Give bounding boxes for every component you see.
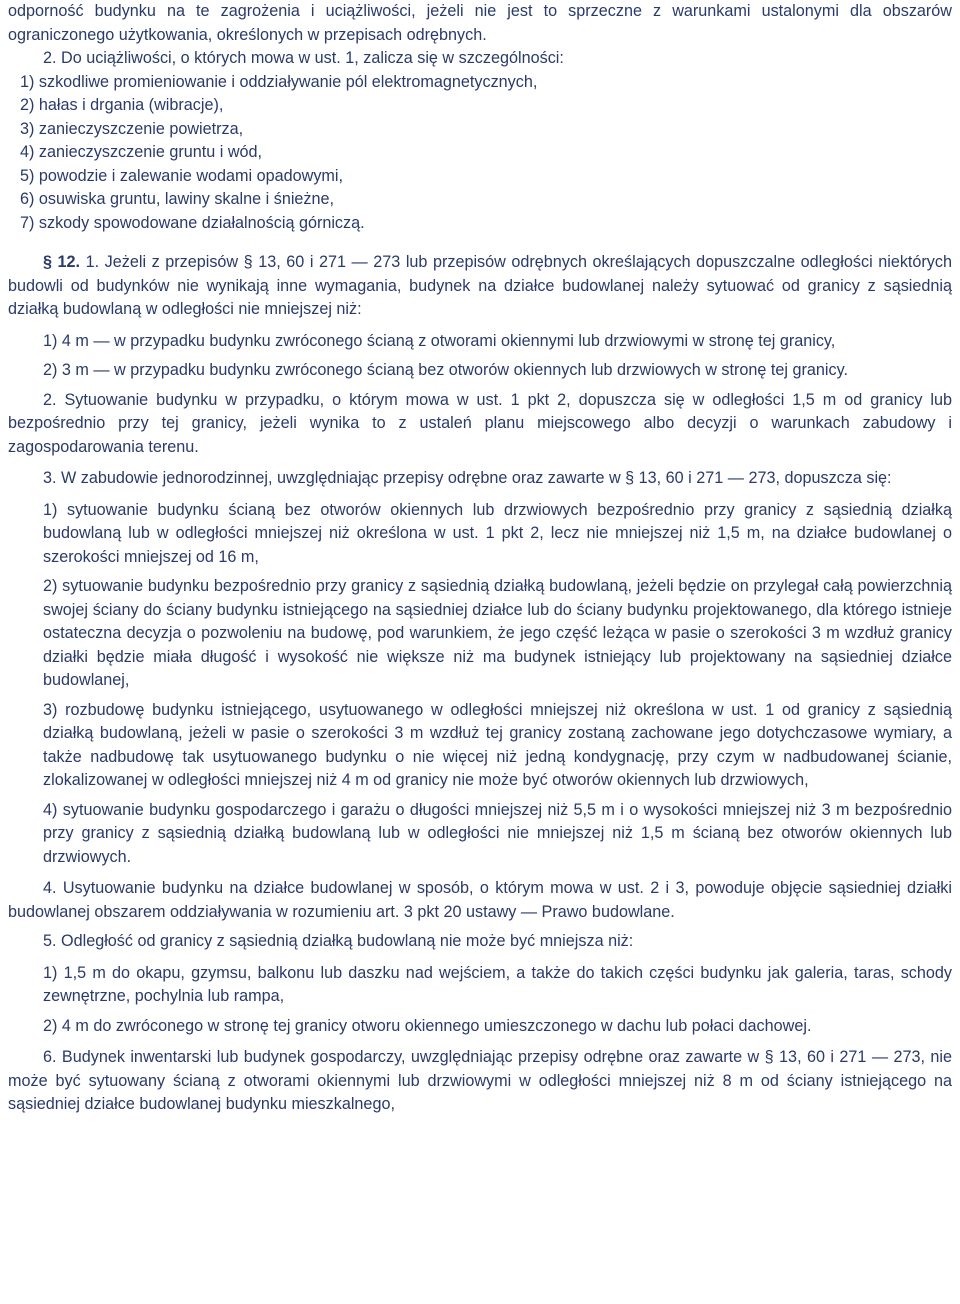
list-item: 2) hałas i drgania (wibracje), xyxy=(20,96,224,114)
list-item: 7) szkody spowodowane działalnością górniczą. xyxy=(20,213,365,232)
section-12-ust-1-text: 1. Jeżeli z przepisów § 13, 60 i 271 — 273 lub przepisów odrębnych określających dopuszczalne odległości niektórych budowli od budynków nie wynikają inne wymagania, budynek na działce budowlanej należy sytuować od granicy z sąsiednią działką budowlaną w odległości nie mniejszej niż: xyxy=(8,253,952,318)
section-header: § 12. xyxy=(43,253,81,271)
paragraph-ust-2: 2. Do uciążliwości, o których mowa w ust. 1, zalicza się w szczególności: xyxy=(43,49,564,67)
section-12-ust-5-item-1: 1) 1,5 m do okapu, gzymsu, balkonu lub daszku nad wejściem, a także do takich części budynku jak galeria, taras, schody zewnętrzne, pochylnia lub rampa, xyxy=(43,963,952,1005)
section-12-ust-3-item-4: 4) sytuowanie budynku gospodarczego i garażu o długości mniejszej niż 5,5 m i o wysokości mniejszej niż 3 m bezpośrednio przy granicy z sąsiednią działką budowlaną lub w odległości nie mniejszej niż 1,5 m ścianą bez otworów okiennych lub drzwiowych. xyxy=(43,800,952,866)
list-item: 6) osuwiska gruntu, lawiny skalne i śnieżne, xyxy=(20,190,335,208)
list-item: 5) powodzie i zalewanie wodami opadowymi, xyxy=(20,166,344,185)
list-item: 3) zanieczyszczenie powietrza, xyxy=(20,119,244,138)
section-12-ust-3-item-3: 3) rozbudowę budynku istniejącego, usytuowanego w odległości mniejszej niż określona w ust. 1 od granicy z sąsiednią działką budowlaną, jeżeli w pasie o szerokości 3 m wzdłuż tej granicy zostaną zachowane jego dotychczasowe wymiary, a także nadbudowę tak usytuowanego budynku o nie więcej niż jedną kondygnację, przy czym w nadbudowanej ścianie, zlokalizowanej w odległości mniejszej niż 4 m od granicy nie może być otworów okiennych lub drzwiowych, xyxy=(43,700,952,789)
section-12-ust-3-item-1: 1) sytuowanie budynku ścianą bez otworów okiennych lub drzwiowych bezpośrednio przy granicy z sąsiednią działką budowlaną lub w odległości mniejszej niż określona w ust. 1 pkt 2, lecz nie mniejszej niż 1,5 m, na działce budowlanej o szerokości mniejszej od 16 m, xyxy=(43,500,952,566)
nuisance-list xyxy=(8,71,952,236)
section-12-ust-1 xyxy=(8,251,952,322)
section-12-ust-4: 4. Usytuowanie budynku na działce budowlanej w sposób, o którym mowa w ust. 2 i 3, powoduje objęcie sąsiedniej działki budowlanej obszarem oddziaływania w rozumieniu art. 3 pkt 20 ustawy — Prawo budowlane. xyxy=(8,879,952,921)
section-12-ust-3: 3. W zabudowie jednorodzinnej, uwzględniając przepisy odrębne oraz zawarte w § 13, 60 i 271 — 273, dopuszcza się: xyxy=(43,469,892,487)
section-12-ust-2: 2. Sytuowanie budynku w przypadku, o którym mowa w ust. 1 pkt 2, dopuszcza się w odległości 1,5 m od granicy lub bezpośrednio przy tej granicy, jeżeli wynika to z ustaleń planu miejscowego albo decyzji o warunkach zabudowy i zagospodarowania terenu. xyxy=(8,390,952,456)
list-item: 1) szkodliwe promieniowanie i oddziaływanie pól elektromagnetycznych, xyxy=(20,72,538,91)
section-12-ust-1-item-1: 1) 4 m — w przypadku budynku zwróconego ścianą z otworami okiennymi lub drzwiowymi w stronę tej granicy, xyxy=(43,331,836,350)
section-12-ust-5: 5. Odległość od granicy z sąsiednią działką budowlaną nie może być mniejsza niż: xyxy=(43,932,634,950)
section-12-ust-5-item-2: 2) 4 m do zwróconego w stronę tej granicy otworu okiennego umieszczonego w dachu lub połaci dachowej. xyxy=(43,1016,812,1035)
section-12-ust-6: 6. Budynek inwentarski lub budynek gospodarczy, uwzględniając przepisy odrębne oraz zawarte w § 13, 60 i 271 — 273, nie może być sytuowany ścianą z otworami okiennymi lub drzwiowymi w odległości mniejszej niż 8 m od ściany istniejącego na sąsiedniej działce budowlanej budynku mieszkalnego, xyxy=(8,1048,952,1113)
list-item: 4) zanieczyszczenie gruntu i wód, xyxy=(20,143,263,161)
section-12-ust-3-item-2: 2) sytuowanie budynku bezpośrednio przy granicy z sąsiednią działką budowlaną, jeżeli będzie on przylegał całą powierzchnią swojej ściany do ściany budynku istniejącego na sąsiedniej działce lub do ściany budynku projektowanego, dla którego istnieje ostateczna decyzja o pozwoleniu na budowę, pod warunkiem, że jego część leżąca w pasie o szerokości 3 m wzdłuż granicy działki będzie miała długość i wysokość nie większe niż ma budynek istniejący lub projektowany na sąsiedniej działce budowlanej, xyxy=(43,577,952,689)
paragraph-continuation: odporność budynku na te zagrożenia i uciążliwości, jeżeli nie jest to sprzeczne z warunkami ustalonymi dla obszarów ograniczonego użytkowania, określonych w przepisach odrębnych. xyxy=(8,2,952,44)
section-12-ust-1-item-2: 2) 3 m — w przypadku budynku zwróconego ścianą bez otworów okiennych lub drzwiowych w stronę tej granicy. xyxy=(43,361,848,379)
